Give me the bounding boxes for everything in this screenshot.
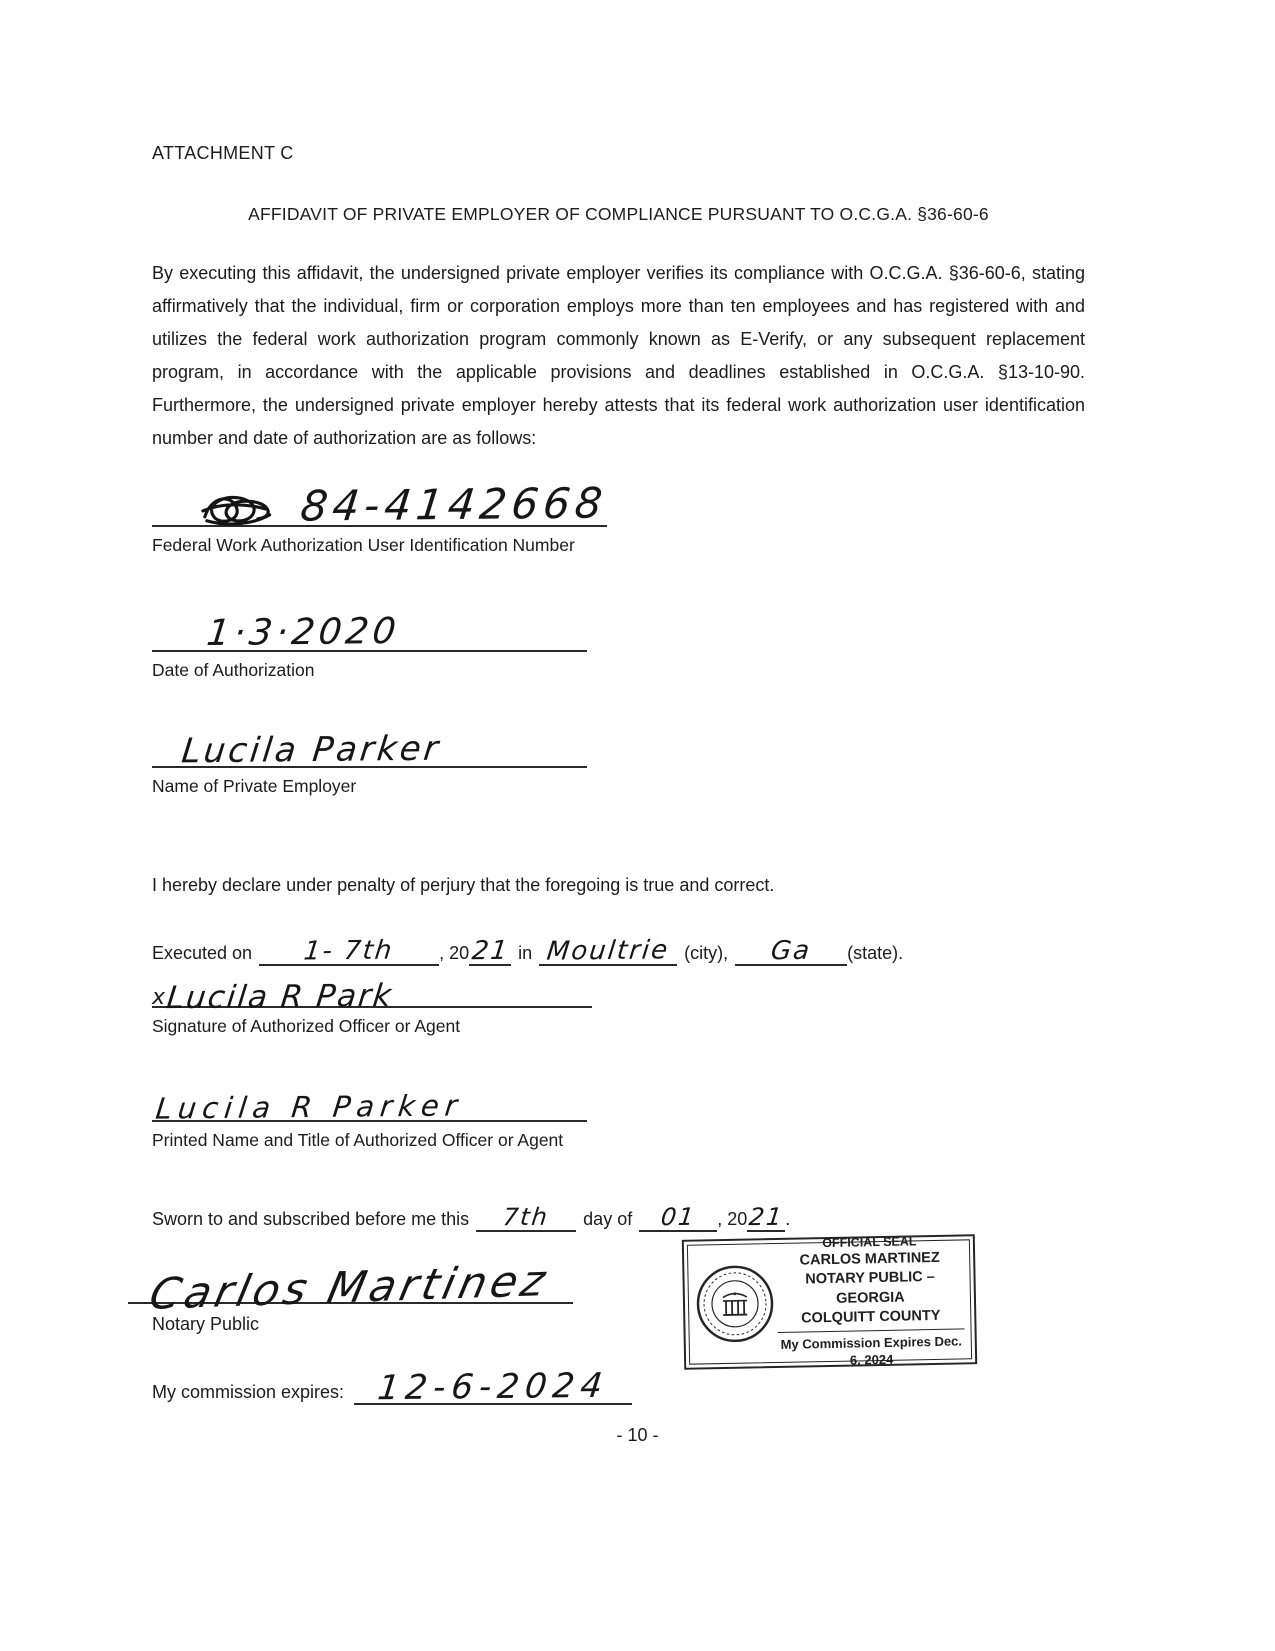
sworn-suffix: . xyxy=(785,1209,791,1229)
signature-value: Lucila R Park xyxy=(164,977,396,1017)
georgia-state-seal-icon xyxy=(692,1263,778,1345)
notary-public-label: Notary Public xyxy=(152,1314,260,1334)
stamp-notary-name: CARLOS MARTINEZ xyxy=(799,1250,940,1269)
execution-day-value: 1- 7th xyxy=(302,935,396,967)
notary-stamp xyxy=(682,1234,977,1370)
printed-name-write-in-line xyxy=(152,1088,587,1126)
stamp-expiry: My Commission Expires Dec. 6, 2024 xyxy=(778,1328,966,1370)
execution-state-suffix: (state). xyxy=(847,943,904,963)
stamp-notary-title: NOTARY PUBLIC – GEORGIA xyxy=(805,1269,935,1307)
sworn-line xyxy=(152,1203,1085,1232)
execution-in-word: in xyxy=(518,943,533,963)
date-write-in-line xyxy=(152,610,587,655)
employer-name-field xyxy=(152,729,1085,797)
sworn-year-value: 21 xyxy=(747,1202,786,1232)
signature-field xyxy=(152,978,1085,1037)
execution-state-blank xyxy=(735,936,847,966)
execution-year-value: 21 xyxy=(469,935,511,967)
sworn-prefix: Sworn to and subscribed before me this xyxy=(152,1209,470,1229)
fwa-number-write-in-line xyxy=(152,478,610,531)
commission-expiry-prefix: My commission expires: xyxy=(152,1382,345,1402)
execution-city-suffix: (city), xyxy=(684,943,729,963)
notary-signature-write-in-line xyxy=(128,1256,573,1320)
commission-expiry-line xyxy=(152,1365,1085,1409)
commission-expiry-value: 12-6-2024 xyxy=(375,1365,611,1409)
fwa-number-value: 84-4142668 xyxy=(298,478,610,531)
date-of-authorization-label: Date of Authorization xyxy=(152,660,315,680)
signature-label: Signature of Authorized Officer or Agent xyxy=(152,1016,461,1036)
sworn-year-prefix: , 20 xyxy=(717,1209,748,1229)
execution-line xyxy=(152,936,1085,966)
sworn-month-value: 01 xyxy=(659,1202,698,1232)
signature-write-in-line xyxy=(152,977,592,1017)
fwa-number-field xyxy=(152,478,1085,556)
notary-stamp-text xyxy=(776,1232,966,1370)
execution-year-prefix: , 20 xyxy=(439,943,470,963)
sworn-day-value: 7th xyxy=(501,1202,551,1232)
sworn-day-blank xyxy=(476,1203,576,1232)
fwa-number-label: Federal Work Authorization User Identification Number xyxy=(152,535,575,555)
printed-name-value: Lucila R Parker xyxy=(153,1088,465,1126)
page-number: - 10 - xyxy=(616,1425,659,1445)
printed-name-field xyxy=(152,1089,1085,1151)
scribbled-out-ink-mark xyxy=(197,487,287,531)
employer-name-write-in-line xyxy=(152,728,587,772)
execution-year-blank xyxy=(469,936,511,966)
date-of-authorization-value: 1·3·2020 xyxy=(204,610,402,655)
attachment-label: ATTACHMENT C xyxy=(152,143,294,163)
execution-day-blank xyxy=(259,936,439,966)
signature-x-mark: x xyxy=(152,985,166,1010)
sworn-year-blank xyxy=(747,1203,785,1232)
execution-city-blank xyxy=(539,936,677,966)
commission-expiry-blank xyxy=(354,1365,632,1409)
document-title: AFFIDAVIT OF PRIVATE EMPLOYER OF COMPLIANCE PURSUANT TO O.C.G.A. §36-60-6 xyxy=(248,204,989,224)
stamp-official-seal: OFFICIAL SEAL xyxy=(822,1234,917,1250)
body-paragraph: By executing this affidavit, the undersigned private employer verifies its compliance with O.C.G.A. §36-60-6, stating affirmatively that the individual, firm or corporation employs more than ten employees and has registered with and utilizes the federal work authorization program commonly known as E-Verify, or any subsequent replacement program, in accordance with the applicable provisions and deadlines established in O.C.G.A. §13-10-90. Furthermore, the undersigned private employer hereby attests that its federal work authorization user identification number and date of authorization are as follows: xyxy=(152,263,1085,448)
notary-stamp-inner-border xyxy=(687,1234,972,1368)
sworn-middle: day of xyxy=(583,1209,633,1229)
perjury-declaration: I hereby declare under penalty of perjury that the foregoing is true and correct. xyxy=(152,875,775,895)
stamp-county: COLQUITT COUNTY xyxy=(800,1307,941,1327)
execution-city-value: Moultrie xyxy=(545,935,671,967)
execution-prefix: Executed on xyxy=(152,943,253,963)
printed-name-label: Printed Name and Title of Authorized Officer or Agent xyxy=(152,1130,564,1150)
sworn-month-blank xyxy=(639,1203,717,1232)
employer-name-value: Lucila Parker xyxy=(179,728,444,772)
execution-state-value: Ga xyxy=(769,935,813,967)
date-of-authorization-field xyxy=(152,612,1085,681)
notary-signature-value: Carlos Martinez xyxy=(145,1256,554,1320)
employer-name-label: Name of Private Employer xyxy=(152,776,357,796)
